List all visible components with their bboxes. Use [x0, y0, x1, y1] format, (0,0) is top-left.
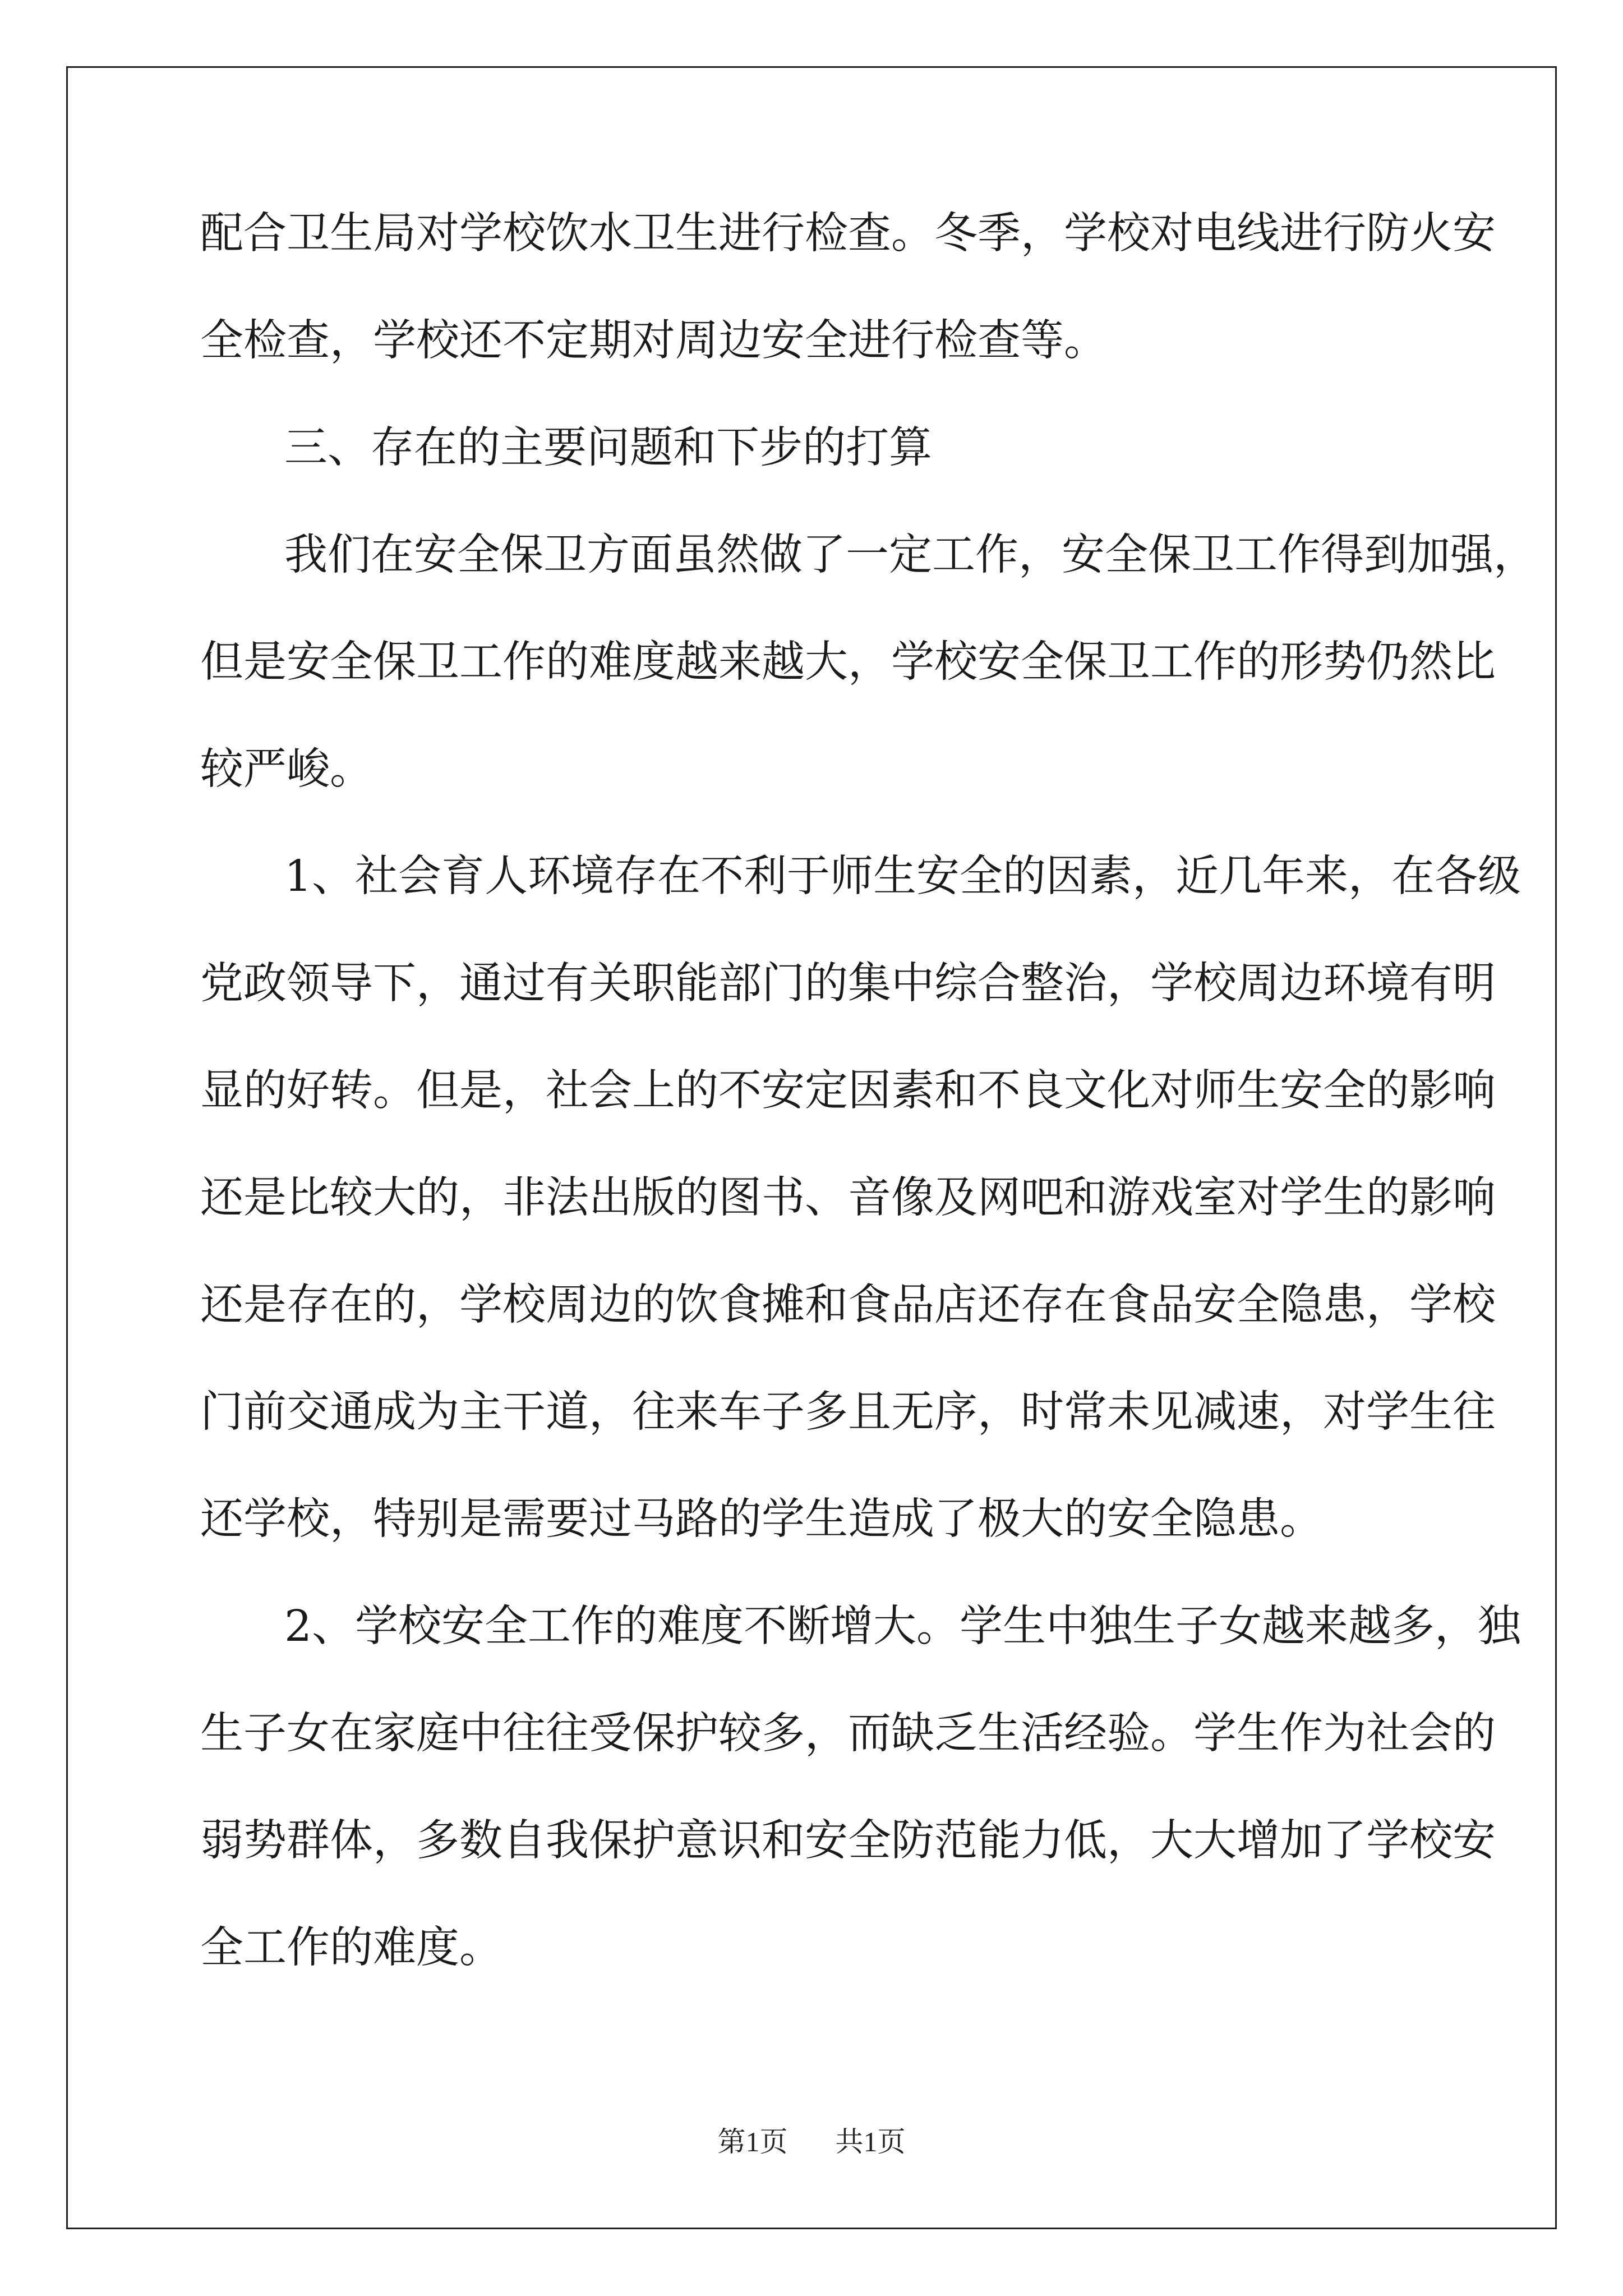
text-line: 生子女在家庭中往往受保护较多，而缺乏生活经验。学生作为社会的 [200, 1709, 1496, 1759]
text-line: 2、学校安全工作的难度不断增大。学生中独生子女越来越多，独 [284, 1602, 1521, 1651]
text-line: 我们在安全保卫方面虽然做了一定工作，安全保卫工作得到加强， [284, 530, 1537, 580]
text-line: 弱势群体，多数自我保护意识和安全防范能力低，大大增加了学校安 [200, 1816, 1496, 1866]
page-number: 第1页 [717, 2126, 788, 2157]
text-line: 全检查，学校还不定期对周边安全进行检查等。 [200, 316, 1107, 366]
text-line: 还是比较大的，非法出版的图书、音像及网吧和游戏室对学生的影响 [200, 1173, 1496, 1223]
section-heading: 三、存在的主要问题和下步的打算 [284, 423, 932, 473]
text-line: 1、社会育人环境存在不利于师生安全的因素，近几年来，在各级 [284, 852, 1521, 901]
text-line: 配合卫生局对学校饮水卫生进行检查。冬季，学校对电线进行防火安 [200, 209, 1496, 259]
document-body [200, 203, 1537, 2024]
text-line: 全工作的难度。 [200, 1923, 502, 1973]
text-line: 门前交通成为主干道，往来车子多且无序，时常未见减速，对学生往 [200, 1387, 1496, 1437]
text-line: 党政领导下，通过有关职能部门的集中综合整治，学校周边环境有明 [200, 959, 1496, 1009]
text-line: 还是存在的，学校周边的饮食摊和食品店还存在食品安全隐患，学校 [200, 1280, 1496, 1330]
page-total: 共1页 [835, 2126, 906, 2157]
text-line: 但是安全保卫工作的难度越来越大，学校安全保卫工作的形势仍然比 [200, 637, 1496, 687]
page-footer [0, 2125, 1623, 2159]
text-line: 显的好转。但是，社会上的不安定因素和不良文化对师生安全的影响 [200, 1066, 1496, 1116]
text-line: 还学校，特别是需要过马路的学生造成了极大的安全隐患。 [200, 1494, 1323, 1544]
text-line: 较严峻。 [200, 744, 373, 794]
